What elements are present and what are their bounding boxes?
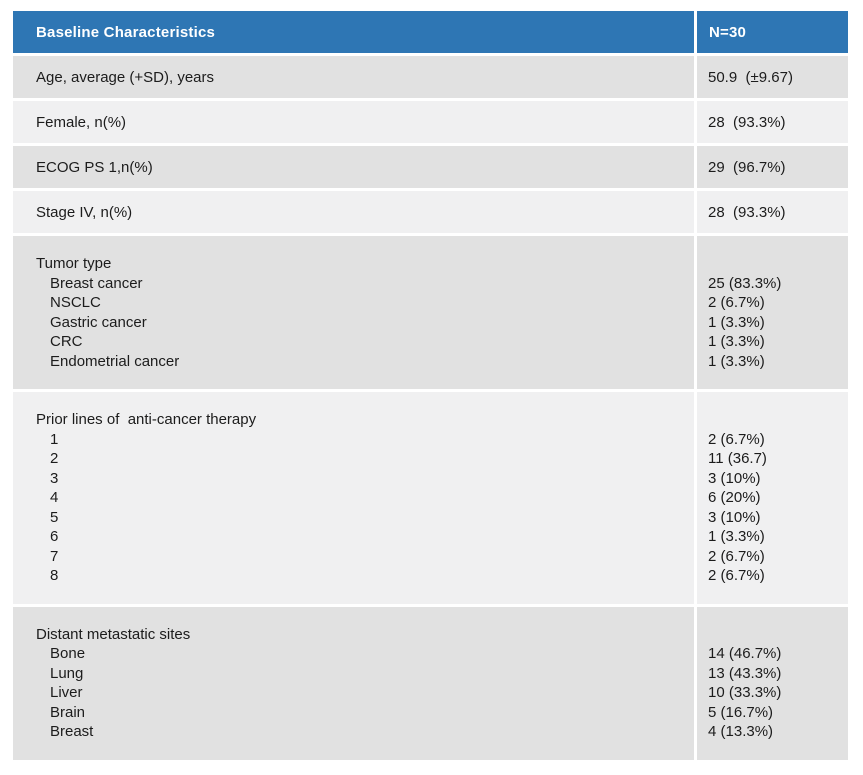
table-header-n-value: N=30 <box>697 11 848 53</box>
group-item-value: 1 (3.3%) <box>708 528 765 545</box>
group-item-value: 11 (36.7) <box>708 450 767 467</box>
group-item-label: 5 <box>50 508 59 526</box>
group-item-value: 6 (20%) <box>708 489 761 506</box>
baseline-characteristics-table <box>13 11 848 760</box>
group-item-label: 2 <box>50 450 59 467</box>
group-item-value: 2 (6.7%) <box>708 430 765 448</box>
group-value-spacer <box>708 625 848 645</box>
group-label-cell <box>13 392 694 604</box>
group-item-label: Liver <box>50 684 83 701</box>
table-row <box>13 56 848 98</box>
table-group-row <box>13 392 848 604</box>
group-value-spacer <box>708 410 848 430</box>
table-row <box>13 146 848 188</box>
group-item-value: 3 (10%) <box>708 508 761 526</box>
group-label-cell <box>13 236 694 389</box>
group-item-label: 7 <box>50 547 59 565</box>
group-item-value: 13 (43.3%) <box>708 664 782 682</box>
row-value: 29 (96.7%) <box>697 146 848 188</box>
group-item-label: Bone <box>50 645 86 662</box>
group-item-label: 6 <box>50 528 59 545</box>
group-item-value: 1 (3.3%) <box>708 352 765 370</box>
group-item-value: 2 (6.7%) <box>708 567 765 584</box>
group-item-label: 4 <box>50 489 59 506</box>
group-item-label: Lung <box>50 664 84 682</box>
group-item-label: Brain <box>50 703 86 721</box>
row-label: Stage IV, n(%) <box>13 191 694 233</box>
table-rows <box>13 56 848 760</box>
table-header-title: Baseline Characteristics <box>13 11 694 53</box>
group-item-value: 10 (33.3%) <box>708 684 782 701</box>
table-group-row <box>13 607 848 760</box>
row-value: 28 (93.3%) <box>697 101 848 143</box>
group-value-cell <box>697 392 848 604</box>
group-title: Tumor type <box>36 255 112 272</box>
table-row <box>13 101 848 143</box>
group-label-cell <box>13 607 694 760</box>
group-item-value: 2 (6.7%) <box>708 294 765 311</box>
group-value-cell <box>697 607 848 760</box>
group-item-label: Gastric cancer <box>50 313 147 331</box>
group-item-label: 1 <box>50 430 59 448</box>
group-item-label: Breast cancer <box>50 274 143 292</box>
group-item-value: 3 (10%) <box>708 469 761 487</box>
group-item-label: 8 <box>50 567 59 584</box>
group-value-spacer <box>708 254 848 274</box>
group-title: Distant metastatic sites <box>36 625 191 643</box>
table-group-row <box>13 236 848 389</box>
group-item-value: 1 (3.3%) <box>708 333 765 350</box>
group-item-label: NSCLC <box>50 294 101 311</box>
row-label: Age, average (+SD), years <box>13 56 694 98</box>
group-item-value: 4 (13.3%) <box>708 723 774 740</box>
group-item-label: CRC <box>50 333 83 350</box>
row-value: 28 (93.3%) <box>697 191 848 233</box>
group-value-cell <box>697 236 848 389</box>
group-item-label: Endometrial cancer <box>50 352 180 370</box>
group-item-value: 5 (16.7%) <box>708 703 774 721</box>
group-title: Prior lines of anti-cancer therapy <box>36 411 257 428</box>
row-label: Female, n(%) <box>13 101 694 143</box>
group-item-value: 2 (6.7%) <box>708 547 765 565</box>
group-item-value: 1 (3.3%) <box>708 313 765 331</box>
table-header-row <box>13 11 848 53</box>
row-label: ECOG PS 1,n(%) <box>13 146 694 188</box>
group-item-value: 25 (83.3%) <box>708 274 782 292</box>
group-item-value: 14 (46.7%) <box>708 645 782 662</box>
group-item-label: Breast <box>50 723 94 740</box>
group-item-label: 3 <box>50 469 59 487</box>
row-value: 50.9 (±9.67) <box>697 56 848 98</box>
table-row <box>13 191 848 233</box>
